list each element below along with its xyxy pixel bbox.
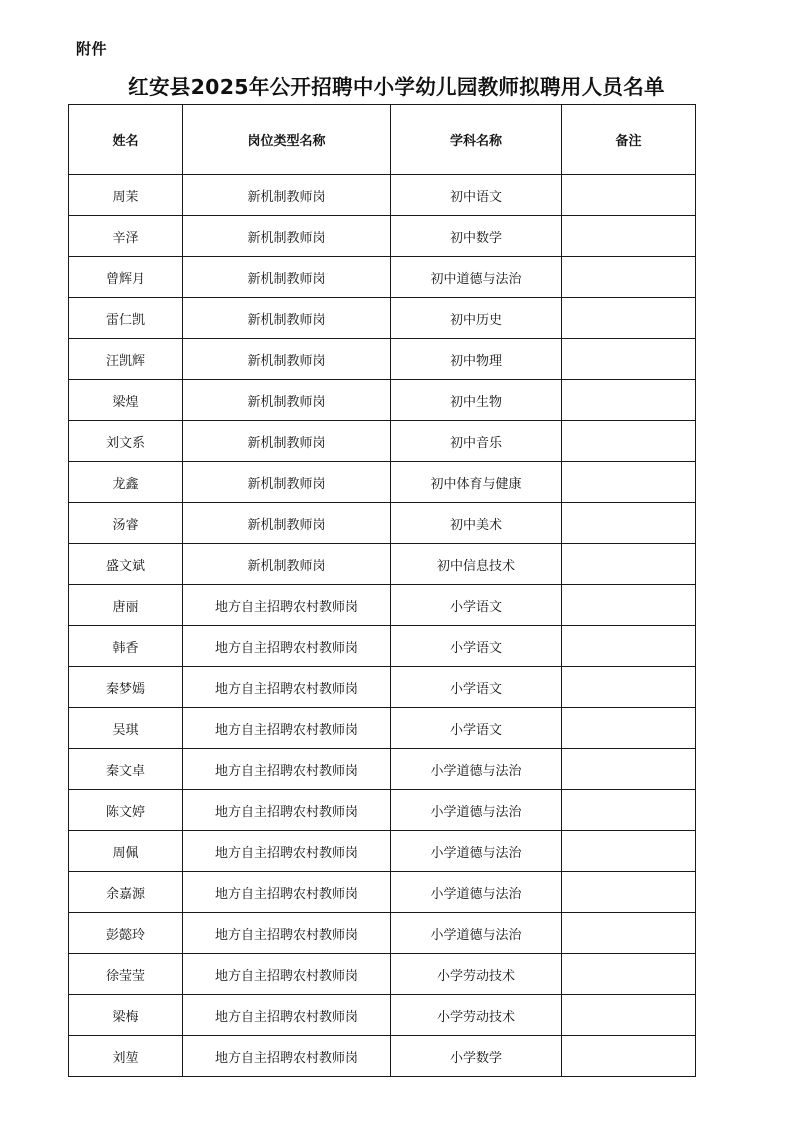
table-row <box>69 216 696 257</box>
cell-remarks <box>562 872 696 913</box>
cell-post-type: 地方自主招聘农村教师岗 <box>183 1036 391 1077</box>
header-subject: 学科名称 <box>391 105 562 175</box>
table-row <box>69 257 696 298</box>
cell-remarks <box>562 503 696 544</box>
cell-name: 辛泽 <box>69 216 183 257</box>
cell-post-type: 新机制教师岗 <box>183 544 391 585</box>
cell-name: 龙鑫 <box>69 462 183 503</box>
cell-subject: 小学道德与法治 <box>391 872 562 913</box>
cell-subject: 小学语文 <box>391 708 562 749</box>
cell-name: 曾辉月 <box>69 257 183 298</box>
cell-name: 梁梅 <box>69 995 183 1036</box>
cell-remarks <box>562 298 696 339</box>
table-row <box>69 831 696 872</box>
cell-subject: 初中数学 <box>391 216 562 257</box>
cell-name: 韩香 <box>69 626 183 667</box>
table-row <box>69 544 696 585</box>
cell-name: 彭懿玲 <box>69 913 183 954</box>
cell-post-type: 地方自主招聘农村教师岗 <box>183 667 391 708</box>
document-title: 红安县2025年公开招聘中小学幼儿园教师拟聘用人员名单 <box>128 75 665 99</box>
cell-name: 周茉 <box>69 175 183 216</box>
cell-subject: 初中信息技术 <box>391 544 562 585</box>
cell-name: 刘堃 <box>69 1036 183 1077</box>
cell-subject: 小学语文 <box>391 585 562 626</box>
cell-subject: 小学道德与法治 <box>391 749 562 790</box>
cell-remarks <box>562 216 696 257</box>
cell-name: 吴琪 <box>69 708 183 749</box>
table-row <box>69 380 696 421</box>
cell-remarks <box>562 380 696 421</box>
cell-post-type: 新机制教师岗 <box>183 503 391 544</box>
cell-remarks <box>562 544 696 585</box>
cell-name: 汤睿 <box>69 503 183 544</box>
cell-post-type: 地方自主招聘农村教师岗 <box>183 913 391 954</box>
cell-post-type: 新机制教师岗 <box>183 380 391 421</box>
cell-post-type: 地方自主招聘农村教师岗 <box>183 995 391 1036</box>
table-row <box>69 503 696 544</box>
cell-subject: 小学道德与法治 <box>391 913 562 954</box>
cell-post-type: 地方自主招聘农村教师岗 <box>183 790 391 831</box>
table-row <box>69 298 696 339</box>
cell-remarks <box>562 708 696 749</box>
cell-subject: 初中道德与法治 <box>391 257 562 298</box>
cell-name: 余嘉源 <box>69 872 183 913</box>
cell-subject: 初中美术 <box>391 503 562 544</box>
hiring-roster-table <box>68 104 696 1077</box>
cell-subject: 小学数学 <box>391 1036 562 1077</box>
cell-remarks <box>562 831 696 872</box>
header-post-type: 岗位类型名称 <box>183 105 391 175</box>
table-row <box>69 667 696 708</box>
cell-remarks <box>562 257 696 298</box>
cell-subject: 小学道德与法治 <box>391 790 562 831</box>
table-row <box>69 1036 696 1077</box>
cell-post-type: 新机制教师岗 <box>183 216 391 257</box>
table-row <box>69 175 696 216</box>
cell-name: 刘文系 <box>69 421 183 462</box>
table-row <box>69 708 696 749</box>
header-name: 姓名 <box>69 105 183 175</box>
cell-remarks <box>562 339 696 380</box>
attachment-label: 附件 <box>76 40 108 58</box>
cell-remarks <box>562 749 696 790</box>
cell-name: 徐莹莹 <box>69 954 183 995</box>
cell-subject: 小学劳动技术 <box>391 995 562 1036</box>
table-row <box>69 995 696 1036</box>
table-row <box>69 421 696 462</box>
cell-name: 周佩 <box>69 831 183 872</box>
cell-remarks <box>562 667 696 708</box>
cell-post-type: 新机制教师岗 <box>183 175 391 216</box>
cell-post-type: 新机制教师岗 <box>183 257 391 298</box>
cell-subject: 小学道德与法治 <box>391 831 562 872</box>
cell-subject: 初中生物 <box>391 380 562 421</box>
cell-subject: 小学劳动技术 <box>391 954 562 995</box>
table-row <box>69 339 696 380</box>
cell-post-type: 新机制教师岗 <box>183 421 391 462</box>
header-row <box>69 105 696 175</box>
cell-post-type: 地方自主招聘农村教师岗 <box>183 626 391 667</box>
cell-post-type: 地方自主招聘农村教师岗 <box>183 872 391 913</box>
cell-post-type: 地方自主招聘农村教师岗 <box>183 831 391 872</box>
cell-remarks <box>562 954 696 995</box>
cell-remarks <box>562 913 696 954</box>
cell-remarks <box>562 175 696 216</box>
cell-post-type: 地方自主招聘农村教师岗 <box>183 708 391 749</box>
cell-remarks <box>562 421 696 462</box>
cell-name: 盛文斌 <box>69 544 183 585</box>
cell-subject: 初中历史 <box>391 298 562 339</box>
cell-post-type: 新机制教师岗 <box>183 462 391 503</box>
table-row <box>69 790 696 831</box>
cell-subject: 初中物理 <box>391 339 562 380</box>
cell-name: 梁煌 <box>69 380 183 421</box>
table-row <box>69 626 696 667</box>
cell-remarks <box>562 626 696 667</box>
table-row <box>69 913 696 954</box>
table-header <box>69 105 696 175</box>
table-row <box>69 749 696 790</box>
cell-remarks <box>562 995 696 1036</box>
cell-remarks <box>562 1036 696 1077</box>
cell-post-type: 地方自主招聘农村教师岗 <box>183 585 391 626</box>
cell-name: 秦文卓 <box>69 749 183 790</box>
table-row <box>69 872 696 913</box>
cell-subject: 初中语文 <box>391 175 562 216</box>
cell-post-type: 地方自主招聘农村教师岗 <box>183 954 391 995</box>
table-row <box>69 462 696 503</box>
cell-remarks <box>562 585 696 626</box>
cell-name: 秦梦嫣 <box>69 667 183 708</box>
header-remarks: 备注 <box>562 105 696 175</box>
cell-name: 雷仁凯 <box>69 298 183 339</box>
cell-remarks <box>562 790 696 831</box>
cell-post-type: 新机制教师岗 <box>183 339 391 380</box>
cell-name: 陈文婷 <box>69 790 183 831</box>
table-row <box>69 585 696 626</box>
cell-subject: 初中音乐 <box>391 421 562 462</box>
cell-post-type: 地方自主招聘农村教师岗 <box>183 749 391 790</box>
table-row <box>69 954 696 995</box>
cell-subject: 小学语文 <box>391 626 562 667</box>
cell-subject: 初中体育与健康 <box>391 462 562 503</box>
cell-name: 汪凯辉 <box>69 339 183 380</box>
cell-post-type: 新机制教师岗 <box>183 298 391 339</box>
cell-remarks <box>562 462 696 503</box>
cell-subject: 小学语文 <box>391 667 562 708</box>
cell-name: 唐丽 <box>69 585 183 626</box>
table-body <box>69 175 696 1077</box>
